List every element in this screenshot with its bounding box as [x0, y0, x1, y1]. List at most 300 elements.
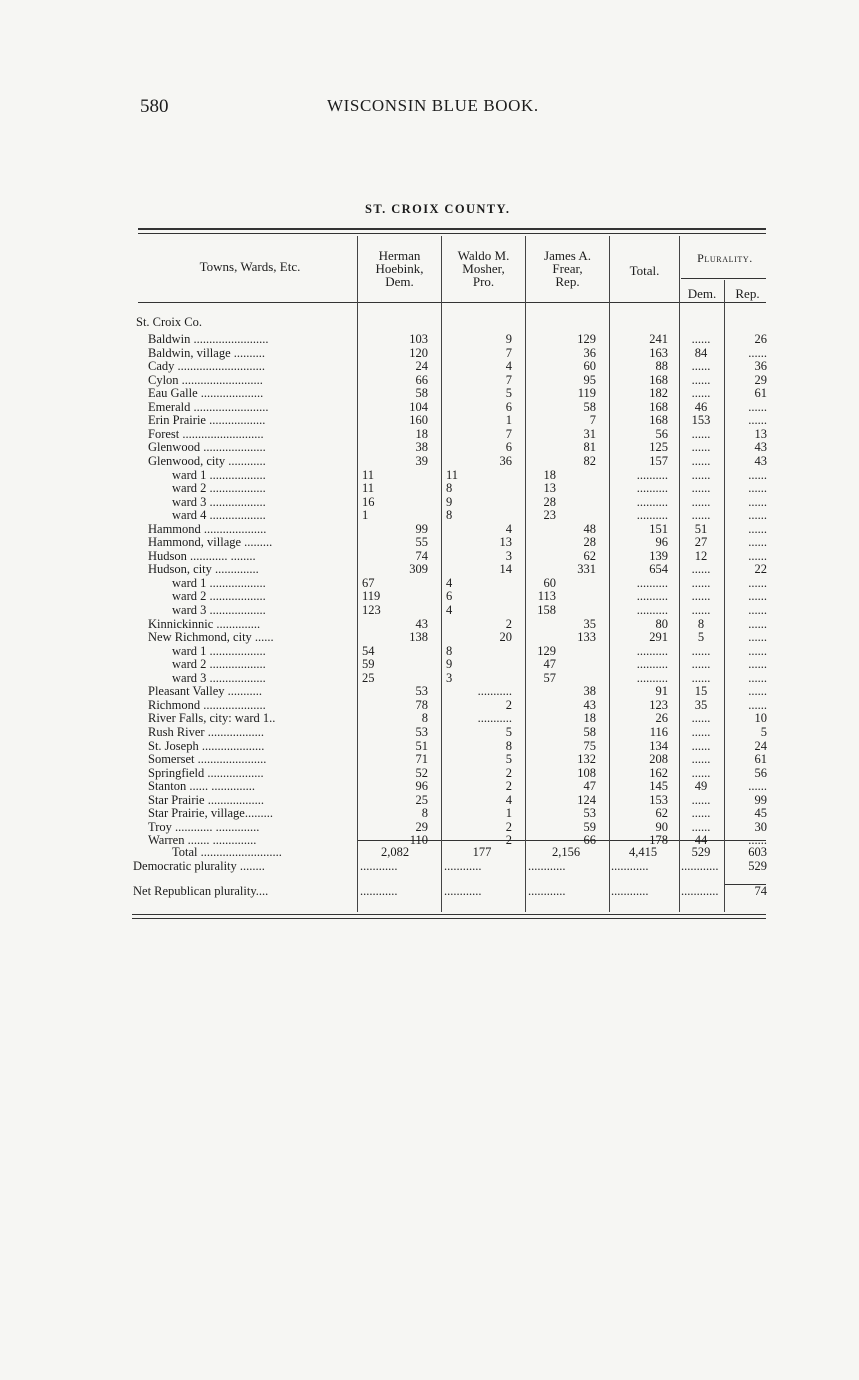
cell-pro: 36 [499, 453, 512, 468]
cell-pro-w: 8 [446, 481, 453, 496]
cell-total: .......... [636, 467, 668, 482]
row-label: Kinnickinnic .............. [148, 617, 261, 631]
leader-dots: ............ [681, 860, 719, 873]
cell-pd: ...... [691, 670, 711, 685]
leader-dots: ............ [681, 885, 719, 898]
cell-pd: ...... [691, 589, 711, 604]
table-bottom-rule [132, 914, 766, 915]
cell-rep: 331 [577, 562, 596, 577]
cell-total: 151 [649, 521, 668, 536]
cell-dem: 96 [415, 779, 428, 794]
cell-dem: 138 [409, 630, 428, 645]
cell-total: 241 [649, 332, 668, 346]
table-top-rule [138, 228, 766, 230]
total-pro: 177 [472, 845, 492, 859]
cell-dem-w: 54 [362, 643, 375, 658]
total-total: 4,415 [628, 845, 658, 859]
row-label: Baldwin, village .......... [148, 346, 265, 360]
row-label: Stanton ...... .............. [148, 780, 255, 794]
total-label: Total .......................... [172, 846, 282, 859]
county-label: St. Croix Co. [136, 315, 202, 329]
cell-pro-w: 8 [446, 643, 453, 658]
cell-rep: 119 [577, 386, 596, 401]
cell-dem-w: 123 [362, 603, 381, 617]
header-plurality-rep: Rep. [735, 286, 760, 301]
cell-pro: 7 [505, 426, 512, 441]
row-label: Cady ............................ [148, 360, 266, 374]
row-label: ward 4 .................. [172, 509, 266, 523]
cell-pr: ...... [748, 684, 767, 699]
cell-pd: 15 [694, 684, 708, 699]
cell-pr: ...... [748, 481, 767, 496]
table-row [0, 455, 859, 468]
total-dem: 2,082 [380, 845, 410, 859]
row-label: ward 3 .................. [172, 671, 266, 685]
cell-total: .......... [636, 643, 668, 658]
cell-pro: 4 [505, 521, 512, 536]
cell-total: 182 [649, 386, 668, 401]
cell-total: 654 [649, 562, 668, 577]
cell-pr: ...... [748, 548, 767, 563]
cell-pd: 44 [694, 833, 708, 848]
cell-pr: 43 [754, 453, 767, 468]
cell-rep-w: 113 [537, 589, 556, 604]
header-hoebink-first: Herman [378, 248, 421, 263]
cell-pd: 27 [694, 535, 708, 550]
header-plurality: Plurality. [697, 251, 753, 265]
cell-total: .......... [636, 603, 668, 617]
cell-dem-w: 11 [362, 481, 375, 496]
cell-pd: ...... [691, 332, 711, 346]
cell-pd: 49 [694, 779, 708, 794]
cell-pd: 35 [694, 697, 708, 712]
cell-pro-w: 9 [446, 657, 453, 672]
cell-dem: 71 [415, 752, 428, 767]
net-republican-plurality-row [0, 885, 859, 898]
cell-pro: 3 [505, 548, 512, 563]
cell-dem: 55 [415, 535, 428, 550]
cell-pro: 20 [499, 630, 512, 645]
cell-pro: 7 [505, 345, 512, 360]
cell-dem: 25 [415, 792, 428, 807]
cell-dem: 74 [415, 548, 428, 563]
table-row [0, 428, 859, 441]
cell-pro-w: 8 [446, 508, 453, 523]
cell-total: 168 [649, 413, 668, 428]
cell-total: .......... [636, 670, 668, 685]
leader-dots: ............ [444, 860, 482, 873]
cell-total: .......... [636, 657, 668, 672]
cell-pr: 24 [754, 738, 767, 753]
cell-pd: ...... [691, 481, 711, 496]
cell-pd: ...... [691, 738, 711, 753]
cell-pr: ...... [748, 670, 767, 685]
cell-dem: 104 [409, 399, 428, 414]
cell-pro: 1 [505, 806, 512, 821]
cell-dem: 66 [415, 372, 428, 387]
header-hoebink-last: Hoebink, [375, 261, 424, 276]
cell-rep-w: 60 [543, 575, 556, 590]
cell-pr: ...... [748, 508, 767, 523]
cell-pd: ...... [691, 819, 711, 834]
cell-pro: ........... [477, 711, 512, 726]
cell-pd: ...... [691, 440, 711, 455]
header-total: Total. [629, 263, 660, 278]
cell-rep: 28 [583, 535, 596, 550]
cell-pd: ...... [691, 575, 711, 590]
cell-total: 123 [649, 697, 668, 712]
row-label: Pleasant Valley ........... [148, 685, 262, 699]
row-label: St. Joseph .................... [148, 739, 265, 753]
cell-pr: ...... [748, 779, 767, 794]
cell-pr: 61 [754, 386, 767, 401]
cell-pd: 51 [694, 521, 708, 536]
table-row [0, 563, 859, 576]
cell-total: 168 [649, 372, 668, 387]
cell-pd: 46 [694, 399, 708, 414]
row-label: ward 1 .................. [172, 644, 266, 658]
cell-pro: 6 [505, 440, 512, 455]
cell-dem-w: 25 [362, 670, 375, 685]
cell-dem: 39 [415, 453, 428, 468]
row-label: Springfield .................. [148, 766, 264, 780]
cell-pr: 56 [754, 765, 767, 780]
cell-pro-w: 3 [446, 670, 453, 685]
cell-total: 208 [649, 752, 668, 767]
cell-pr: ...... [748, 413, 767, 428]
table-row [0, 536, 859, 549]
cell-pr: ...... [748, 630, 767, 645]
cell-pro: 2 [505, 819, 512, 834]
cell-rep-w: 57 [543, 670, 556, 685]
table-row [0, 618, 859, 631]
cell-pro: 7 [505, 372, 512, 387]
cell-total: 80 [655, 616, 668, 631]
header-mosher-first: Waldo M. [457, 248, 510, 263]
democratic-plurality-row-label: Democratic plurality ........ [133, 860, 265, 873]
cell-pr: ...... [748, 575, 767, 590]
table-row [0, 672, 859, 685]
cell-rep-w: 18 [543, 467, 556, 482]
cell-pd: ...... [691, 765, 711, 780]
cell-pr: ...... [748, 833, 767, 848]
cell-dem: 43 [415, 616, 428, 631]
leader-dots: ............ [528, 885, 566, 898]
cell-total: 134 [649, 738, 668, 753]
leader-dots: ............ [528, 860, 566, 873]
row-label: ward 1 .................. [172, 576, 266, 590]
header-frear-first: James A. [544, 248, 591, 263]
row-label: Emerald ........................ [148, 400, 269, 414]
table-row [0, 807, 859, 820]
running-head: WISCONSIN BLUE BOOK. [327, 96, 539, 115]
cell-pd: ...... [691, 643, 711, 658]
cell-total: .......... [636, 575, 668, 590]
cell-rep: 7 [589, 413, 596, 428]
table-row [0, 469, 859, 482]
table-row [0, 360, 859, 373]
cell-rep-w: 129 [537, 643, 556, 658]
row-label: ward 1 .................. [172, 468, 266, 482]
row-label: Glenwood, city ............ [148, 454, 266, 468]
cell-dem-w: 16 [362, 494, 375, 509]
table-row [0, 482, 859, 495]
cell-pr: 29 [754, 372, 767, 387]
table-row [0, 685, 859, 698]
cell-pr: 36 [754, 359, 767, 374]
cell-rep-w: 28 [543, 494, 556, 509]
row-label: Eau Galle .................... [148, 387, 264, 401]
cell-rep: 36 [583, 345, 596, 360]
cell-dem: 24 [415, 359, 428, 374]
cell-total: 145 [649, 779, 668, 794]
cell-dem: 78 [415, 697, 428, 712]
cell-pd: 84 [694, 345, 708, 360]
cell-pr: ...... [748, 643, 767, 658]
leader-dots: ............ [611, 885, 649, 898]
cell-rep: 58 [583, 399, 596, 414]
cell-rep-w: 13 [543, 481, 556, 496]
cell-pd: ...... [691, 359, 711, 374]
cell-pr: 43 [754, 440, 767, 455]
cell-pro: 2 [505, 697, 512, 712]
cell-pro: 2 [505, 616, 512, 631]
cell-pro: 13 [499, 535, 512, 550]
cell-dem: 38 [415, 440, 428, 455]
table-row [0, 631, 859, 644]
table-row [0, 753, 859, 766]
cell-rep: 129 [577, 332, 596, 346]
cell-pd: ...... [691, 603, 711, 617]
row-label: Forest .......................... [148, 427, 264, 441]
cell-pr: ...... [748, 657, 767, 672]
header-mosher-party: Pro. [472, 274, 495, 289]
cell-pd: 8 [697, 616, 705, 631]
cell-pr: 10 [754, 711, 767, 726]
leader-dots: ............ [360, 885, 398, 898]
table-row [0, 333, 859, 346]
cell-total: 291 [649, 630, 668, 645]
cell-pr: ...... [748, 399, 767, 414]
democratic-plurality-row [0, 860, 859, 873]
cell-dem: 8 [421, 806, 428, 821]
cell-dem: 8 [421, 711, 428, 726]
row-label: Hammond .................... [148, 522, 267, 536]
table-row [0, 726, 859, 739]
total-pr: 603 [748, 845, 767, 859]
row-label: Warren ....... .............. [148, 834, 257, 848]
cell-pro: 1 [505, 413, 512, 428]
cell-dem: 120 [409, 345, 428, 360]
table-row [0, 604, 859, 617]
cell-pr: ...... [748, 494, 767, 509]
row-label: Erin Prairie .................. [148, 414, 266, 428]
cell-total: 116 [649, 724, 668, 739]
leader-dots: ............ [611, 860, 649, 873]
row-label: ward 3 .................. [172, 604, 266, 617]
cell-rep: 31 [583, 426, 596, 441]
cell-pr: ...... [748, 603, 767, 617]
cell-pro-w: 9 [446, 494, 453, 509]
cell-pro-w: 4 [446, 575, 453, 590]
table-row [0, 374, 859, 387]
cell-pro: 5 [505, 752, 512, 767]
table-row [0, 712, 859, 725]
table-row [0, 794, 859, 807]
cell-pro: 4 [505, 359, 512, 374]
cell-dem: 29 [415, 819, 428, 834]
cell-pd: ...... [691, 386, 711, 401]
cell-pd: ...... [691, 711, 711, 726]
cell-total: 163 [649, 345, 668, 360]
cell-rep: 48 [583, 521, 596, 536]
cell-rep: 75 [583, 738, 596, 753]
table-row [0, 414, 859, 427]
table-row [0, 821, 859, 834]
cell-dem: 18 [415, 426, 428, 441]
cell-rep: 62 [583, 548, 596, 563]
cell-dem-w: 119 [362, 589, 381, 604]
cell-total: .......... [636, 494, 668, 509]
table-row [0, 780, 859, 793]
cell-total: 26 [655, 711, 668, 726]
cell-total: 178 [649, 833, 668, 848]
table-row [0, 523, 859, 536]
table-row [0, 347, 859, 360]
header-frear [526, 249, 609, 288]
table-row [0, 577, 859, 590]
cell-rep: 53 [583, 806, 596, 821]
cell-dem: 58 [415, 386, 428, 401]
cell-total: 139 [649, 548, 668, 563]
cell-pro: 14 [499, 562, 512, 577]
cell-pro: 6 [505, 399, 512, 414]
cell-dem: 110 [409, 833, 428, 848]
cell-total: 62 [655, 806, 668, 821]
cell-pr: 30 [754, 819, 767, 834]
table-top-rule-thin [138, 233, 766, 234]
cell-pro: 8 [505, 738, 512, 753]
cell-pr: 5 [760, 724, 767, 739]
row-label: Hudson ............ ........ [148, 549, 256, 563]
cell-pr: ...... [748, 535, 767, 550]
cell-dem-w: 1 [362, 508, 369, 523]
cell-rep: 38 [583, 684, 596, 699]
cell-pr: ...... [748, 697, 767, 712]
democratic-plurality-row-value: 529 [748, 859, 767, 873]
row-label: Star Prairie .................. [148, 793, 264, 807]
row-label: Hudson, city .............. [148, 563, 259, 577]
header-hoebink [358, 249, 441, 288]
cell-rep: 18 [583, 711, 596, 726]
cell-pro-w: 6 [446, 589, 453, 604]
cell-rep: 108 [577, 765, 596, 780]
cell-total: .......... [636, 481, 668, 496]
row-label: Richmond .................... [148, 698, 266, 712]
cell-dem: 53 [415, 724, 428, 739]
cell-pd: 12 [694, 548, 708, 563]
cell-total: 153 [649, 792, 668, 807]
table-row [0, 387, 859, 400]
cell-total: 91 [655, 684, 668, 699]
cell-pd: ...... [691, 426, 711, 441]
cell-dem: 53 [415, 684, 428, 699]
cell-rep-w: 47 [543, 657, 556, 672]
cell-rep: 95 [583, 372, 596, 387]
table-row [0, 496, 859, 509]
table-row [0, 550, 859, 563]
cell-rep: 43 [583, 697, 596, 712]
cell-pr: 22 [754, 562, 767, 577]
cell-pd: 5 [697, 630, 705, 645]
cell-total: 162 [649, 765, 668, 780]
table-row [0, 767, 859, 780]
header-frear-last: Frear, [552, 261, 583, 276]
row-label: Baldwin ........................ [148, 333, 269, 346]
cell-pr: ...... [748, 521, 767, 536]
table-row [0, 699, 859, 712]
table-row [0, 740, 859, 753]
page-number: 580 [140, 96, 169, 117]
row-label: Cylon .......................... [148, 373, 263, 387]
cell-rep: 47 [583, 779, 596, 794]
cell-dem-w: 59 [362, 657, 375, 672]
header-hoebink-party: Dem. [385, 274, 414, 289]
cell-pd: ...... [691, 657, 711, 672]
row-label: ward 2 .................. [172, 482, 266, 496]
table-row [0, 645, 859, 658]
cell-pd: ...... [691, 724, 711, 739]
cell-rep: 81 [583, 440, 596, 455]
cell-dem: 309 [409, 562, 428, 577]
cell-pr: ...... [748, 467, 767, 482]
table-row [0, 401, 859, 414]
header-frear-party: Rep. [555, 274, 580, 289]
cell-pr: 26 [754, 332, 767, 346]
header-plurality-dem: Dem. [687, 286, 717, 301]
cell-dem: 51 [415, 738, 428, 753]
cell-dem-w: 67 [362, 575, 375, 590]
leader-dots: ............ [444, 885, 482, 898]
cell-pro: 9 [505, 332, 512, 346]
table-row [0, 509, 859, 522]
row-label: Somerset ...................... [148, 753, 267, 767]
row-label: River Falls, city: ward 1.. [148, 712, 276, 726]
cell-total: 168 [649, 399, 668, 414]
cell-rep: 58 [583, 724, 596, 739]
cell-pro: 4 [505, 792, 512, 807]
cell-pd: ...... [691, 562, 711, 577]
cell-pr: ...... [748, 616, 767, 631]
row-label: Glenwood .................... [148, 441, 266, 455]
table-row [0, 590, 859, 603]
cell-pd: ...... [691, 372, 711, 387]
cell-pd: ...... [691, 508, 711, 523]
cell-rep: 82 [583, 453, 596, 468]
cell-dem: 103 [409, 332, 428, 346]
cell-rep-w: 158 [537, 603, 556, 617]
table-bottom-rule-thin [132, 918, 766, 919]
cell-pro-w: 11 [446, 467, 459, 482]
leader-dots: ............ [360, 860, 398, 873]
cell-pr: 61 [754, 752, 767, 767]
row-label: Star Prairie, village......... [148, 807, 273, 821]
cell-total: 96 [655, 535, 668, 550]
cell-pd: ...... [691, 806, 711, 821]
header-towns: Towns, Wards, Etc. [199, 259, 301, 274]
row-label: Rush River .................. [148, 725, 264, 739]
row-label: ward 2 .................. [172, 658, 266, 672]
